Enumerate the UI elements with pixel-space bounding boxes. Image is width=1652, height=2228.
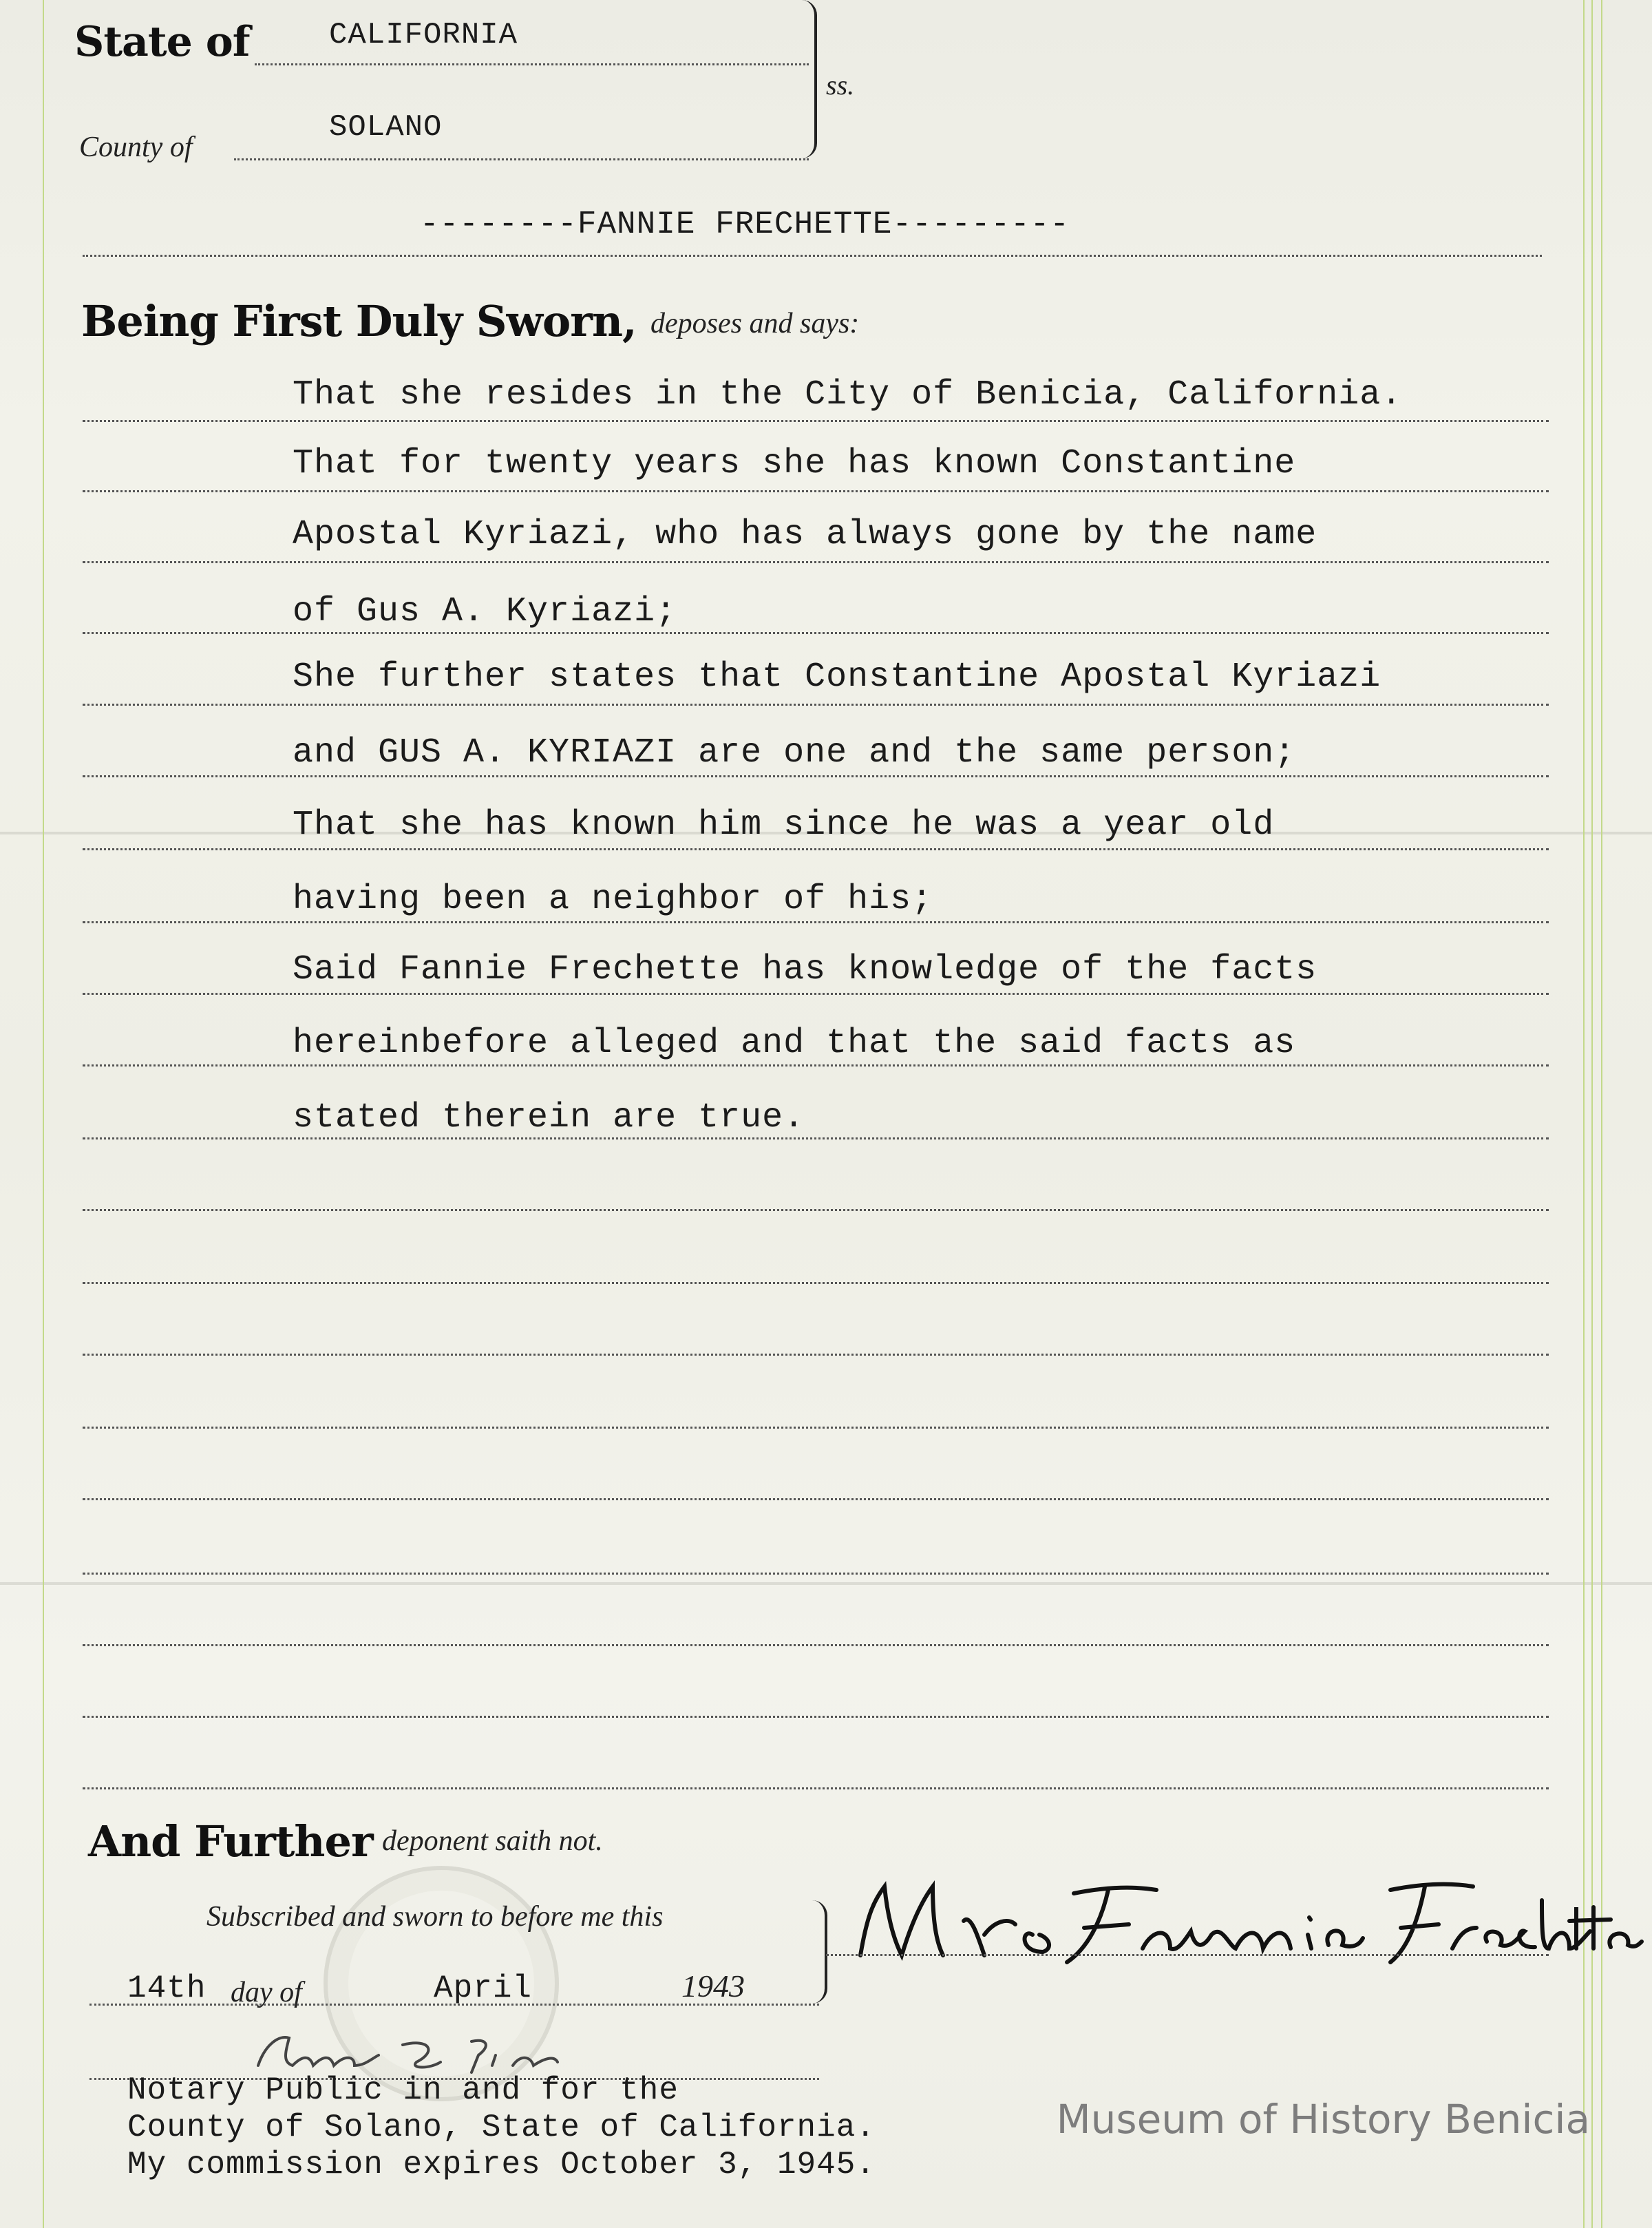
body-line: That for twenty years she has known Constantine (293, 444, 1296, 483)
jurat-day: 14th (127, 1970, 206, 2006)
rule-line (83, 993, 1549, 995)
jurat-underline (89, 2004, 819, 2006)
fold-crease (0, 1582, 1652, 1585)
body-line: Said Fannie Frechette has knowledge of the facts (293, 950, 1317, 989)
county-value: SOLANO (329, 110, 443, 145)
rule-line (83, 632, 1549, 634)
state-underline (255, 63, 809, 65)
rule-line (83, 1064, 1549, 1066)
body-line: She further states that Constantine Apostal Kyriazi (293, 658, 1381, 697)
jurat-day-label: day of (231, 1977, 302, 2008)
rule-line (83, 1354, 1549, 1356)
rule-line (83, 1137, 1549, 1139)
deponent-signature (847, 1859, 1645, 1976)
sworn-suffix: deposes and says: (650, 308, 860, 339)
rule-line (83, 1787, 1549, 1789)
rule-line (83, 561, 1549, 563)
deponent-name-line: --------FANNIE FRECHETTE--------- (420, 207, 1070, 242)
rule-line (83, 1209, 1549, 1211)
rule-line (83, 1716, 1549, 1718)
further-suffix: deponent saith not. (382, 1825, 603, 1857)
deponent-underline (83, 255, 1542, 257)
rule-line (83, 1573, 1549, 1575)
body-line: That she resides in the City of Benicia, California. (293, 375, 1403, 414)
body-line: Apostal Kyriazi, who has always gone by the name (293, 515, 1317, 554)
rule-line (83, 1644, 1549, 1646)
jurat-subscribed: Subscribed and sworn to before me this (206, 1901, 664, 1933)
county-label: County of (79, 132, 193, 163)
rule-line (83, 848, 1549, 850)
rule-line (83, 1282, 1549, 1284)
museum-watermark: Museum of History Benicia (1056, 2096, 1590, 2143)
ss-label: ss. (826, 70, 855, 101)
notary-line: My commission expires October 3, 1945. (127, 2147, 876, 2183)
rule-line (83, 775, 1549, 777)
sworn-heading: Being First Duly Sworn, (81, 296, 637, 346)
body-line: hereinbefore alleged and that the said facts as (293, 1024, 1296, 1063)
body-line: That she has known him since he was a year old (293, 806, 1275, 845)
margin-line-left (43, 0, 44, 2228)
state-value: CALIFORNIA (329, 18, 518, 52)
notary-line: County of Solano, State of California. (127, 2110, 876, 2145)
rule-line (83, 490, 1549, 492)
header-brace (802, 0, 817, 158)
rule-line (83, 921, 1549, 923)
rule-line (83, 1498, 1549, 1500)
jurat-month: April (434, 1970, 533, 2006)
further-heading: And Further (88, 1816, 373, 1867)
body-line: of Gus A. Kyriazi; (293, 592, 677, 631)
jurat-brace (812, 1900, 827, 2004)
signature-underline (826, 1954, 1549, 1956)
notary-signature (251, 2024, 650, 2079)
state-label: State of (74, 18, 250, 66)
notary-line: Notary Public in and for the (127, 2072, 679, 2108)
body-line: stated therein are true. (293, 1098, 805, 1137)
rule-line (83, 1427, 1549, 1429)
body-line: having been a neighbor of his; (293, 880, 933, 919)
rule-line (83, 420, 1549, 422)
rule-line (83, 704, 1549, 706)
county-underline (234, 158, 809, 160)
body-line: and GUS A. KYRIAZI are one and the same person; (293, 733, 1296, 773)
jurat-year: 1943 (681, 1968, 745, 2004)
